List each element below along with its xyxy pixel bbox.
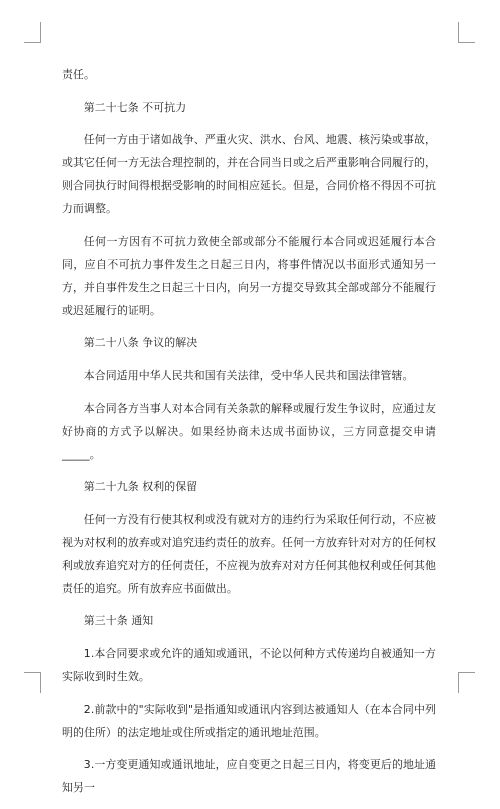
crop-mark-top-left: [24, 22, 41, 43]
document-body: [62, 63, 436, 809]
article-27-paragraph-1: 任何一方由于诸如战争、严重火灾、洪水、台风、地震、核污染或事故，或其它任何一方无法合理控制的，并在合同当日或之后严重影响合同履行的，则合同执行时间得根据受影响的时间相应延长。但是，合同价格不得因不可抗力而调整。: [62, 133, 436, 216]
article-30-item-1: 1.本合同要求或允许的通知或通讯，不论以何种方式传递均自被通知一方实际收到时生效。: [62, 646, 436, 683]
article-30-heading: 第三十条 通知: [83, 614, 154, 628]
article-28-paragraph-2: 本合同各方当事人对本合同有关条款的解释或履行发生争议时，应通过友好协商的方式予以解决。如果经协商未达成书面协议，三方同意提交申请_____。: [62, 401, 436, 461]
article-30-item-2: 2.前款中的"实际收到"是指通知或通讯内容到达被通知人（在本合同中列明的住所）的法定地址或住所或指定的通讯地址范围。: [62, 702, 436, 739]
article-28-paragraph-1: 本合同适用中华人民共和国有关法律，受中华人民共和国法律管辖。: [83, 368, 414, 382]
crop-mark-bottom-left: [24, 672, 41, 693]
article-28-heading: 第二十八条 争议的解决: [83, 336, 198, 350]
crop-mark-bottom-right: [458, 672, 475, 693]
article-27-paragraph-2: 任何一方因有不可抗力致使全部或部分不能履行本合同或迟延履行本合同，应自不可抗力事件发生之日起三日内，将事件情况以书面形式通知另一方，并自事件发生之日起三十日内，向另一方提交导致其全部或部分不能履行或迟延履行的证明。: [62, 234, 436, 317]
paragraph-continuation: 责任。: [62, 68, 95, 81]
article-29-paragraph-1: 任何一方没有行使其权利或没有就对方的违约行为采取任何行动，不应被视为对权利的放弃或对追究违约责任的放弃。任何一方放弃针对对方的任何权利或放弃追究对方的任何责任，不应视为放弃对对方任何其他权利或任何其他责任的追究。所有放弃应书面做出。: [62, 512, 436, 595]
article-29-heading: 第二十九条 权利的保留: [83, 480, 198, 494]
article-30-item-3: 3.一方变更通知或通讯地址，应自变更之日起三日内，将变更后的地址通知另一: [62, 758, 436, 795]
crop-mark-top-right: [458, 22, 475, 43]
article-27-heading: 第二十七条 不可抗力: [83, 100, 187, 114]
